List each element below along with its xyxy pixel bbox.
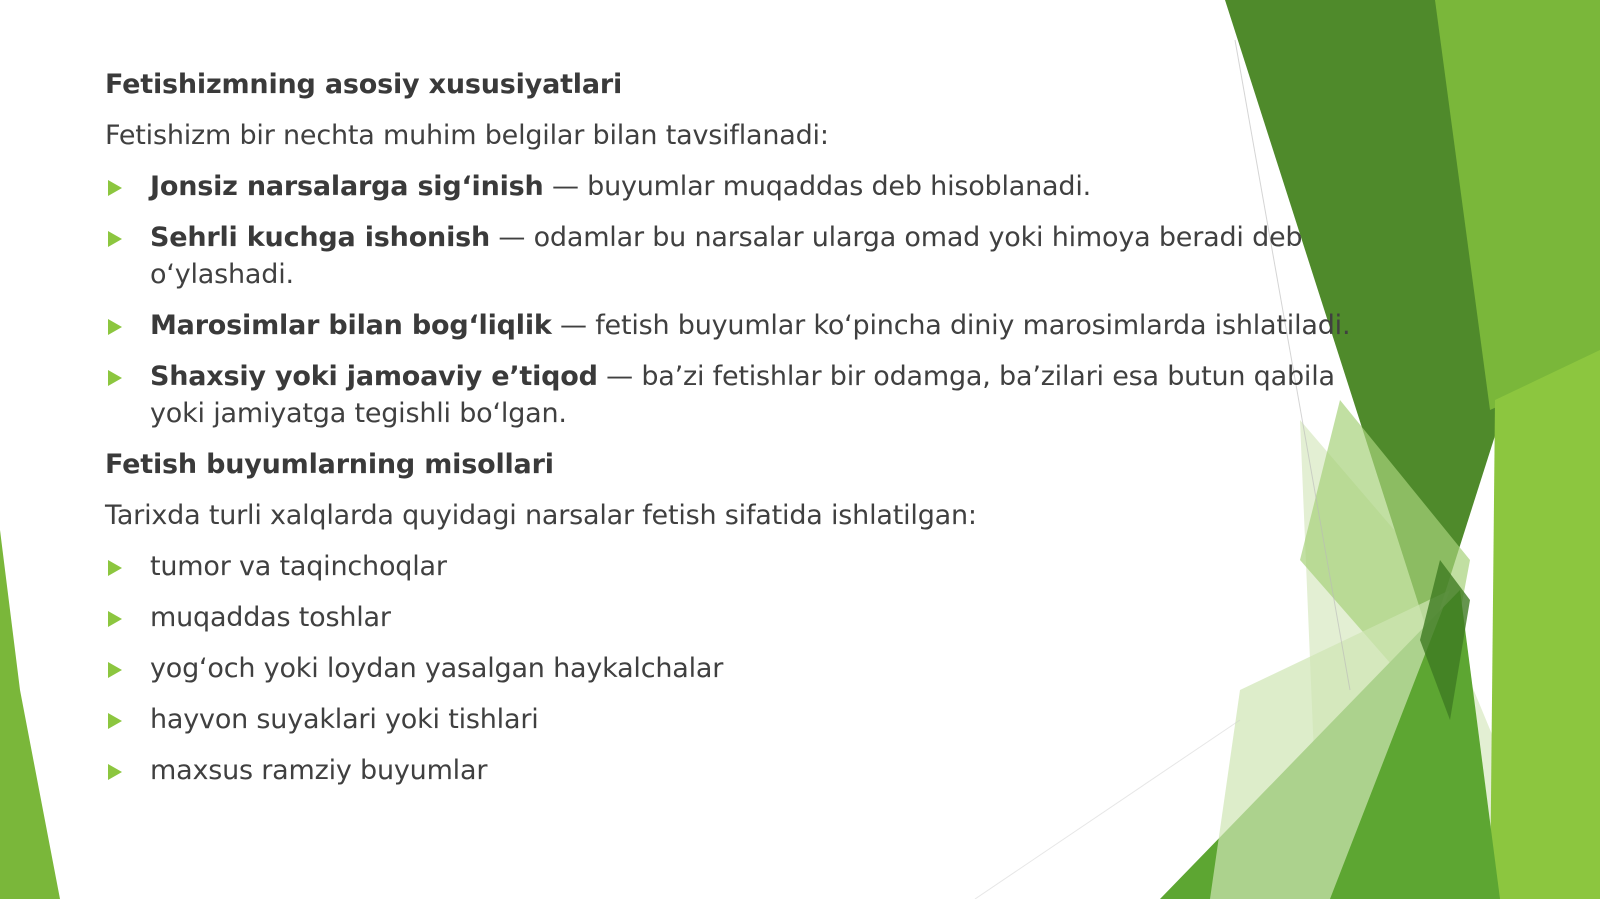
heading-examples: Fetish buyumlarning misollari [105, 449, 554, 480]
example-item [105, 548, 1365, 585]
feature-term: Marosimlar bilan bog‘liqlik [150, 310, 552, 341]
feature-item [105, 219, 1365, 293]
feature-item [105, 358, 1365, 432]
example-item [105, 752, 1365, 789]
facet-left [0, 530, 60, 899]
triangle-bullet-icon [108, 231, 122, 247]
triangle-bullet-icon [108, 713, 122, 729]
example-item [105, 701, 1365, 738]
triangle-bullet-icon [108, 611, 122, 627]
facet-light-right [1490, 350, 1600, 899]
triangle-bullet-icon [108, 560, 122, 576]
triangle-bullet-icon [108, 319, 122, 335]
example-item [105, 650, 1365, 687]
triangle-bullet-icon [108, 662, 122, 678]
intro-features: Fetishizm bir nechta muhim belgilar bilan tavsiflanadi: [105, 120, 829, 151]
triangle-bullet-icon [108, 370, 122, 386]
slide-content [105, 66, 1365, 803]
feature-term: Jonsiz narsalarga sig‘inish [150, 171, 544, 202]
feature-desc: — buyumlar muqaddas deb hisoblanadi. [543, 171, 1092, 202]
triangle-bullet-icon [108, 764, 122, 780]
example-text: tumor va taqinchoqlar [150, 551, 447, 582]
feature-desc: — odamlar bu narsalar ularga omad yoki himoya beradi deb o‘ylashadi. [150, 222, 1303, 290]
example-text: muqaddas toshlar [150, 602, 391, 633]
feature-desc: — fetish buyumlar ko‘pincha diniy marosimlarda ishlatiladi. [551, 310, 1351, 341]
heading-features: Fetishizmning asosiy xususiyatlari [105, 69, 623, 100]
triangle-bullet-icon [108, 180, 122, 196]
example-text: yog‘och yoki loydan yasalgan haykalchalar [150, 653, 724, 684]
example-text: maxsus ramziy buyumlar [150, 755, 488, 786]
example-text: hayvon suyaklari yoki tishlari [150, 704, 539, 735]
feature-desc: — ba’zi fetishlar bir odamga, ba’zilari esa butun qabila yoki jamiyatga tegishli bo‘lgan. [150, 361, 1335, 429]
feature-item [105, 168, 1365, 205]
feature-term: Shaxsiy yoki jamoaviy e’tiqod [150, 361, 598, 392]
example-item [105, 599, 1365, 636]
intro-examples: Tarixda turli xalqlarda quyidagi narsalar fetish sifatida ishlatilgan: [105, 500, 977, 531]
feature-term: Sehrli kuchga ishonish [150, 222, 491, 253]
feature-item [105, 307, 1365, 344]
